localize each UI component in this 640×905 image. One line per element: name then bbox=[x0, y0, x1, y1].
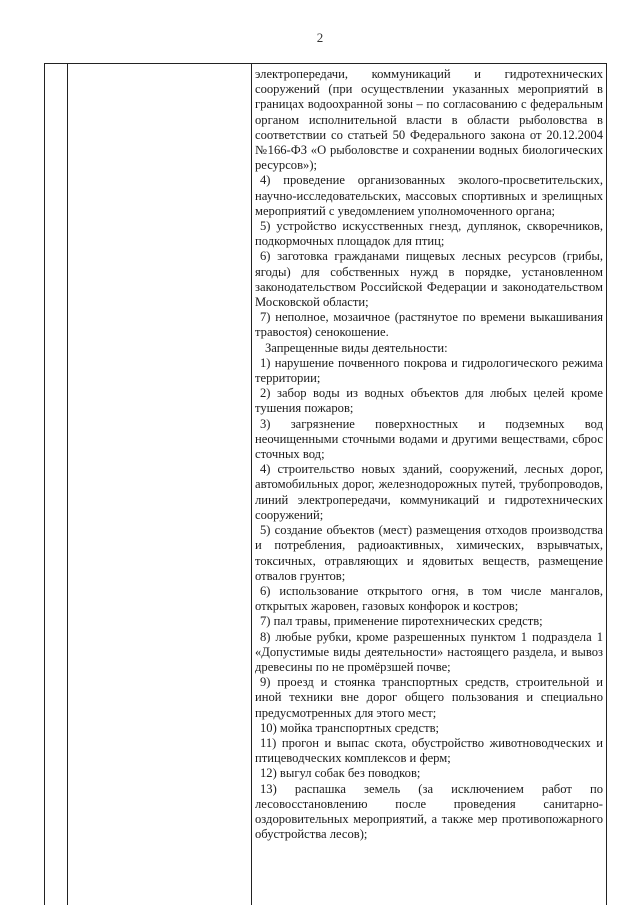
list-item: 11) прогон и выпас скота, обустройство животноводческих и птицеводческих комплексов и ферм; bbox=[255, 735, 603, 766]
list-item: 1) нарушение почвенного покрова и гидрологического режима территории; bbox=[255, 355, 603, 386]
list-item: 9) проезд и стоянка транспортных средств, строительной и иной техники вне дорог общего пользования и специально предусмотренных для этого мест; bbox=[255, 675, 603, 720]
list-item: 5) устройство искусственных гнезд, дуплянок, скворечников, подкормочных площадок для птиц; bbox=[255, 219, 603, 249]
list-item: 13) распашка земель (за исключением работ по лесовосстановлению после проведения санитарно-оздоровительных мероприятий, а также мер противопожарного обустройства лесов); bbox=[255, 781, 603, 842]
column-divider bbox=[67, 64, 68, 905]
section-heading: Запрещенные виды деятельности: bbox=[265, 340, 448, 355]
list-item: 2) забор воды из водных объектов для любых целей кроме тушения пожаров; bbox=[255, 386, 603, 416]
paragraph-continuation: электропередачи, коммуникаций и гидротехнических сооружений (при осуществлении указанных мероприятий в границах водоохранной зоны – по согласованию с федеральным органом исполнительной власти в области рыболовства в соответствии со статьей 50 Федерального закона от 20.12.2004 №166-ФЗ «О рыболовстве и сохранении водных биологических ресурсов»); bbox=[255, 67, 603, 173]
list-item: 4) проведение организованных эколого-просветительских, научно-исследовательских, массовых спортивных и зрелищных мероприятий с уведомлением уполномоченного органа; bbox=[255, 173, 603, 218]
list-item: 6) заготовка гражданами пищевых лесных ресурсов (грибы, ягоды) для собственных нужд в порядке, установленном законодательством Российской Федерации и законодательством Московской области; bbox=[255, 249, 603, 310]
column-divider bbox=[251, 64, 252, 905]
table-cell-content bbox=[255, 67, 603, 842]
list-item: 10) мойка транспортных средств; bbox=[260, 720, 440, 735]
list-item: 3) загрязнение поверхностных и подземных вод неочищенными сточными водами и другими веществами, сброс сточных вод; bbox=[255, 416, 603, 462]
list-item: 7) неполное, мозаичное (растянутое по времени выкашивания травостоя) сенокошение. bbox=[255, 310, 603, 340]
list-item: 12) выгул собак без поводков; bbox=[260, 766, 421, 781]
list-item: 6) использование открытого огня, в том числе мангалов, открытых жаровен, газовых конфорок и костров; bbox=[255, 583, 603, 614]
page-number: 2 bbox=[316, 30, 324, 45]
document-table bbox=[44, 63, 607, 905]
list-item: 4) строительство новых зданий, сооружений, лесных дорог, автомобильных дорог, железнодорожных путей, трубопроводов, линий электропередачи, коммуникаций и гидротехнических сооружений; bbox=[255, 462, 603, 522]
list-item: 7) пал травы, применение пиротехнических средств; bbox=[260, 614, 543, 629]
list-item: 5) создание объектов (мест) размещения отходов производства и потребления, радиоактивных, химических, взрывчатых, токсичных, отравляющих и ядовитых веществ, размещение отвалов грунтов; bbox=[255, 523, 603, 583]
list-item: 8) любые рубки, кроме разрешенных пунктом 1 подраздела 1 «Допустимые виды деятельности» настоящего раздела, и вывоз древесины по не промёрзшей почве; bbox=[255, 629, 603, 674]
